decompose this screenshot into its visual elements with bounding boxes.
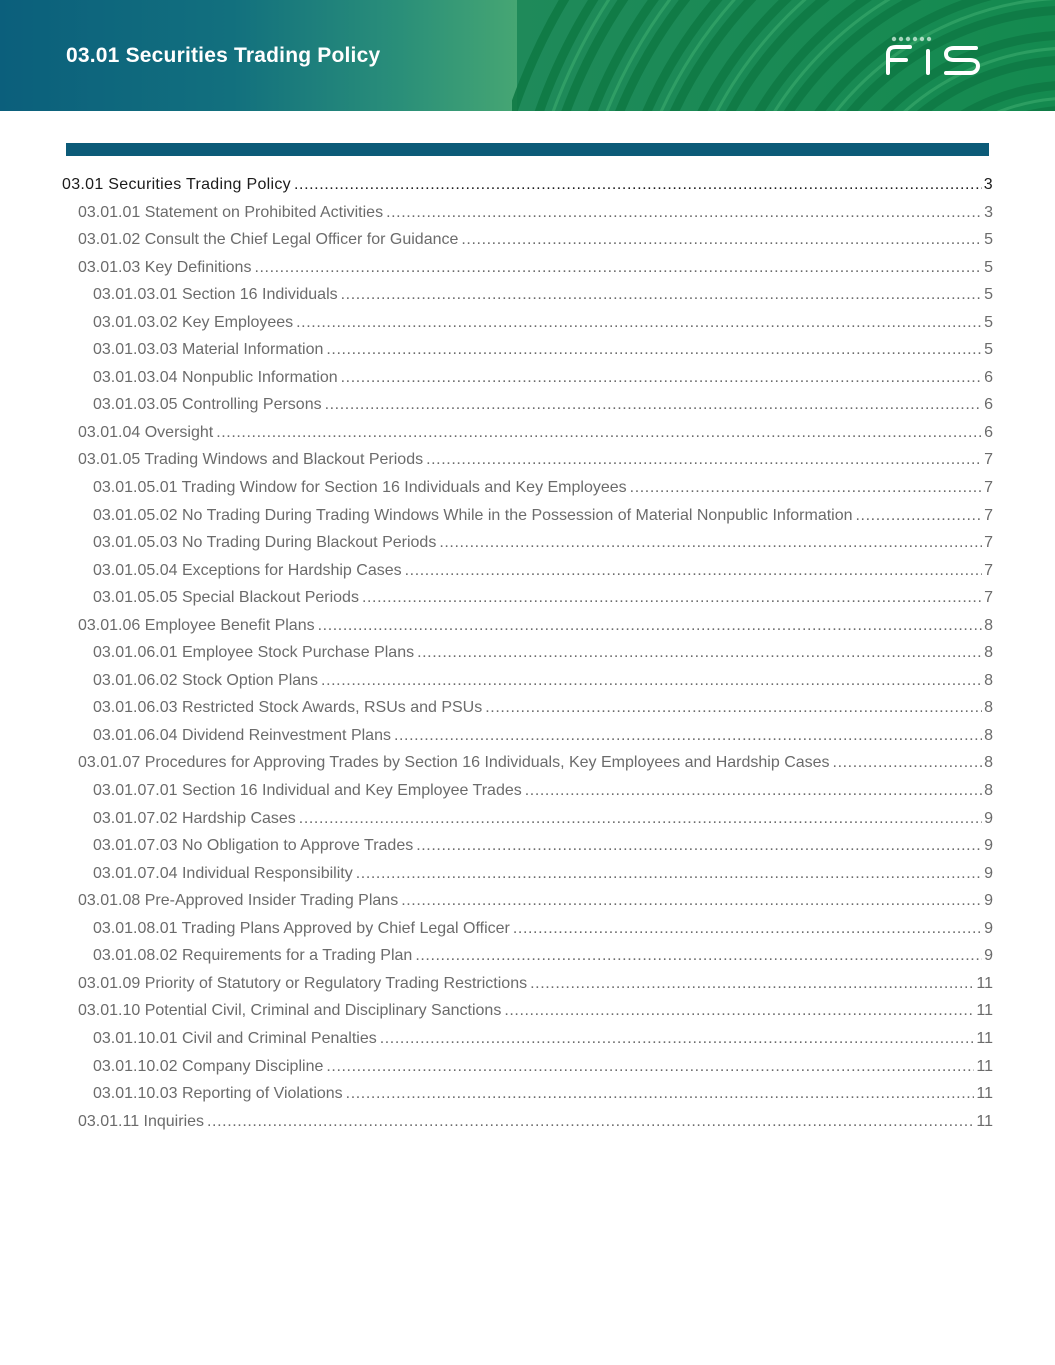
toc-entry-title: 03.01.10.01 Civil and Criminal Penalties bbox=[93, 1029, 377, 1047]
toc-entry[interactable] bbox=[62, 617, 993, 645]
toc-entry[interactable] bbox=[62, 644, 993, 672]
toc-dot-leader bbox=[207, 1113, 974, 1131]
toc-entry-title: 03.01.07.02 Hardship Cases bbox=[93, 809, 296, 827]
toc-dot-leader bbox=[296, 314, 982, 332]
toc-entry[interactable] bbox=[62, 424, 993, 452]
toc-entry-title: 03.01.11 Inquiries bbox=[78, 1112, 205, 1130]
toc-entry-title: 03.01.05.03 No Trading During Blackout Periods bbox=[93, 534, 437, 552]
toc-entry-title: 03.01.10.03 Reporting of Violations bbox=[93, 1085, 343, 1103]
toc-entry[interactable] bbox=[62, 451, 993, 479]
toc-page-number: 11 bbox=[976, 1112, 993, 1130]
toc-dot-leader bbox=[525, 782, 982, 800]
toc-dot-leader bbox=[362, 589, 982, 607]
toc-entry[interactable] bbox=[62, 231, 993, 259]
toc-entry[interactable] bbox=[62, 479, 993, 507]
toc-page-number: 5 bbox=[984, 231, 993, 249]
toc-dot-leader bbox=[513, 920, 982, 938]
toc-page-number: 11 bbox=[976, 1057, 993, 1075]
toc-page-number: 11 bbox=[976, 974, 993, 992]
toc-entry-title: 03.01.03.01 Section 16 Individuals bbox=[93, 286, 338, 304]
toc-entry-title: 03.01.01 Statement on Prohibited Activities bbox=[78, 203, 384, 221]
toc-entry-title: 03.01.07 Procedures for Approving Trades by Section 16 Individuals, Key Employees and Hardship Cases bbox=[78, 754, 830, 772]
toc-entry[interactable] bbox=[62, 892, 993, 920]
toc-dot-leader bbox=[341, 286, 982, 304]
toc-dot-leader bbox=[321, 672, 982, 690]
toc-entry[interactable] bbox=[62, 534, 993, 562]
toc-entry-title: 03.01.05.02 No Trading During Trading Windows While in the Possession of Material Nonpublic Information bbox=[93, 506, 853, 524]
toc-dot-leader bbox=[325, 396, 983, 414]
toc-dot-leader bbox=[416, 837, 982, 855]
toc-entry[interactable] bbox=[62, 341, 993, 369]
toc-entry[interactable] bbox=[62, 1002, 993, 1030]
toc-entry[interactable] bbox=[62, 920, 993, 948]
toc-page-number: 5 bbox=[984, 341, 993, 359]
toc-entry-title: 03.01.03 Key Definitions bbox=[78, 258, 252, 276]
page-title: 03.01 Securities Trading Policy bbox=[66, 44, 381, 67]
toc-page-number: 9 bbox=[984, 809, 993, 827]
toc-page-number: 7 bbox=[984, 451, 993, 469]
toc-entry[interactable] bbox=[62, 286, 993, 314]
toc-dot-leader bbox=[386, 204, 982, 222]
toc-entry[interactable] bbox=[62, 314, 993, 342]
toc-page-number: 7 bbox=[984, 589, 993, 607]
toc-entry[interactable] bbox=[62, 1058, 993, 1086]
toc-dot-leader bbox=[504, 1002, 974, 1020]
toc-entry[interactable] bbox=[62, 865, 993, 893]
toc-page-number: 8 bbox=[984, 699, 993, 717]
toc-entry-title: 03.01.05.04 Exceptions for Hardship Cases bbox=[93, 561, 402, 579]
toc-entry[interactable] bbox=[62, 947, 993, 975]
toc-dot-leader bbox=[326, 1058, 974, 1076]
toc-dot-leader bbox=[394, 727, 982, 745]
toc-entry[interactable] bbox=[62, 754, 993, 782]
toc-entry-title: 03.01 Securities Trading Policy bbox=[62, 176, 291, 193]
toc-dot-leader bbox=[346, 1085, 975, 1103]
toc-entry-title: 03.01.02 Consult the Chief Legal Officer for Guidance bbox=[78, 231, 459, 249]
toc-dot-leader bbox=[856, 507, 983, 525]
toc-entry-title: 03.01.03.04 Nonpublic Information bbox=[93, 368, 338, 386]
toc-dot-leader bbox=[485, 699, 982, 717]
toc-entry-title: 03.01.06.04 Dividend Reinvestment Plans bbox=[93, 726, 391, 744]
toc-page-number: 8 bbox=[984, 671, 993, 689]
toc-entry-title: 03.01.06 Employee Benefit Plans bbox=[78, 616, 315, 634]
toc-entry-title: 03.01.07.03 No Obligation to Approve Trades bbox=[93, 837, 414, 855]
toc-dot-leader bbox=[216, 424, 982, 442]
toc-dot-leader bbox=[294, 176, 982, 194]
toc-entry-title: 03.01.03.03 Material Information bbox=[93, 341, 324, 359]
toc-page-number: 8 bbox=[984, 782, 993, 800]
toc-page-number: 5 bbox=[984, 286, 993, 304]
toc-dot-leader bbox=[401, 892, 982, 910]
toc-entry-title: 03.01.06.03 Restricted Stock Awards, RSUs and PSUs bbox=[93, 699, 483, 717]
toc-entry[interactable] bbox=[62, 1113, 993, 1141]
toc-entry[interactable] bbox=[62, 672, 993, 700]
toc-page-number: 6 bbox=[984, 396, 993, 414]
toc-dot-leader bbox=[380, 1030, 975, 1048]
toc-page-number: 8 bbox=[984, 726, 993, 744]
toc-dot-leader bbox=[417, 644, 982, 662]
header-rule bbox=[66, 143, 989, 156]
toc-entry-title: 03.01.03.05 Controlling Persons bbox=[93, 396, 322, 414]
toc-dot-leader bbox=[630, 479, 982, 497]
toc-entry-title: 03.01.05 Trading Windows and Blackout Periods bbox=[78, 451, 424, 469]
toc-entry[interactable] bbox=[62, 176, 993, 204]
toc-page-number: 8 bbox=[984, 616, 993, 634]
toc-page-number: 11 bbox=[976, 1002, 993, 1020]
toc-entry-title: 03.01.07.01 Section 16 Individual and Key Employee Trades bbox=[93, 782, 522, 800]
toc-dot-leader bbox=[356, 865, 982, 883]
toc-entry[interactable] bbox=[62, 369, 993, 397]
toc-page-number: 9 bbox=[984, 892, 993, 910]
header-banner bbox=[0, 0, 1055, 111]
toc-page-number: 11 bbox=[976, 1085, 993, 1103]
toc-entry[interactable] bbox=[62, 975, 993, 1003]
toc-entry-title: 03.01.03.02 Key Employees bbox=[93, 313, 294, 331]
toc-page-number: 5 bbox=[984, 258, 993, 276]
toc-entry[interactable] bbox=[62, 562, 993, 590]
toc-entry[interactable] bbox=[62, 810, 993, 838]
toc-entry-title: 03.01.09 Priority of Statutory or Regulatory Trading Restrictions bbox=[78, 974, 528, 992]
toc-page-number: 3 bbox=[983, 176, 993, 193]
toc-page-number: 7 bbox=[984, 534, 993, 552]
toc-dot-leader bbox=[326, 341, 982, 359]
toc-page-number: 11 bbox=[976, 1029, 993, 1047]
toc-entry-title: 03.01.08.01 Trading Plans Approved by Chief Legal Officer bbox=[93, 919, 510, 937]
toc-entry-title: 03.01.05.01 Trading Window for Section 16 Individuals and Key Employees bbox=[93, 479, 627, 497]
toc-page-number: 6 bbox=[984, 423, 993, 441]
toc-entry[interactable] bbox=[62, 507, 993, 535]
toc-page-number: 7 bbox=[984, 506, 993, 524]
toc-dot-leader bbox=[415, 947, 982, 965]
toc-entry[interactable] bbox=[62, 204, 993, 232]
toc-entry[interactable] bbox=[62, 259, 993, 287]
toc-entry[interactable] bbox=[62, 589, 993, 617]
toc-dot-leader bbox=[299, 810, 982, 828]
toc-page-number: 9 bbox=[984, 919, 993, 937]
toc-dot-leader bbox=[254, 259, 982, 277]
toc-entry-title: 03.01.06.01 Employee Stock Purchase Plans bbox=[93, 644, 415, 662]
toc-page-number: 9 bbox=[984, 837, 993, 855]
toc-entry-title: 03.01.07.04 Individual Responsibility bbox=[93, 864, 353, 882]
table-of-contents bbox=[62, 176, 993, 1140]
toc-entry-title: 03.01.08 Pre-Approved Insider Trading Plans bbox=[78, 892, 399, 910]
toc-page-number: 7 bbox=[984, 561, 993, 579]
toc-page-number: 9 bbox=[984, 947, 993, 965]
fis-logo bbox=[884, 34, 984, 76]
toc-entry[interactable] bbox=[62, 782, 993, 810]
toc-entry-title: 03.01.10.02 Company Discipline bbox=[93, 1057, 324, 1075]
toc-page-number: 8 bbox=[984, 644, 993, 662]
toc-entry[interactable] bbox=[62, 1085, 993, 1113]
toc-entry[interactable] bbox=[62, 837, 993, 865]
toc-page-number: 8 bbox=[984, 754, 993, 772]
toc-dot-leader bbox=[530, 975, 974, 993]
toc-entry-title: 03.01.05.05 Special Blackout Periods bbox=[93, 589, 359, 607]
toc-page-number: 9 bbox=[984, 864, 993, 882]
toc-entry[interactable] bbox=[62, 727, 993, 755]
toc-dot-leader bbox=[461, 231, 982, 249]
toc-entry[interactable] bbox=[62, 699, 993, 727]
toc-dot-leader bbox=[318, 617, 982, 635]
toc-dot-leader bbox=[426, 451, 982, 469]
toc-entry[interactable] bbox=[62, 396, 993, 424]
toc-dot-leader bbox=[405, 562, 982, 580]
toc-entry-title: 03.01.04 Oversight bbox=[78, 423, 214, 441]
toc-entry[interactable] bbox=[62, 1030, 993, 1058]
toc-page-number: 3 bbox=[984, 203, 993, 221]
toc-dot-leader bbox=[833, 754, 983, 772]
toc-page-number: 6 bbox=[984, 368, 993, 386]
toc-dot-leader bbox=[439, 534, 982, 552]
toc-page-number: 5 bbox=[984, 313, 993, 331]
toc-entry-title: 03.01.10 Potential Civil, Criminal and Disciplinary Sanctions bbox=[78, 1002, 502, 1020]
toc-dot-leader bbox=[341, 369, 982, 387]
toc-page-number: 7 bbox=[984, 479, 993, 497]
toc-entry-title: 03.01.06.02 Stock Option Plans bbox=[93, 671, 319, 689]
toc-entry-title: 03.01.08.02 Requirements for a Trading Plan bbox=[93, 947, 413, 965]
